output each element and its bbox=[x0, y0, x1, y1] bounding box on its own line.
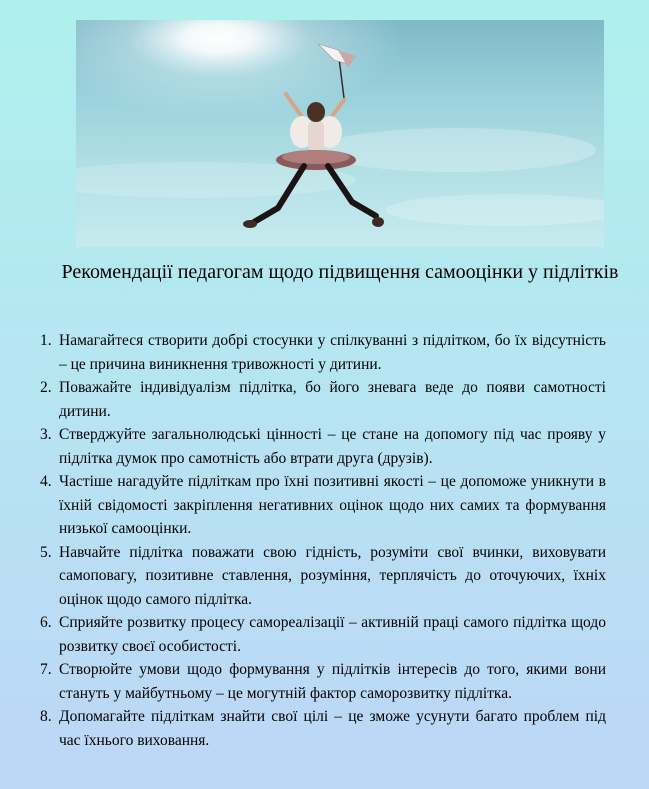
list-item-number: 6. bbox=[40, 614, 52, 631]
page-title: Рекомендації педагогам щодо підвищення самооцінки у підлітків bbox=[61, 261, 619, 283]
list-item bbox=[36, 658, 606, 705]
list-item-text: Допомагайте підліткам знайти свої цілі – це зможе усунути багато проблем під час їхнього виховання. bbox=[59, 708, 606, 749]
list-item-number: 5. bbox=[40, 543, 52, 561]
list-item-number: 4. bbox=[40, 473, 52, 490]
list-item bbox=[36, 541, 606, 612]
recommendations-list bbox=[36, 329, 606, 752]
list-item-number: 1. bbox=[40, 332, 52, 349]
list-item bbox=[36, 376, 606, 423]
list-item-number: 7. bbox=[40, 661, 52, 678]
list-item-text: Сприяйте розвитку процесу самореалізації – активній праці самого підлітка щодо розвитку своєї особистості. bbox=[59, 614, 606, 655]
list-item bbox=[36, 705, 606, 752]
list-item bbox=[36, 423, 606, 470]
list-item-number: 3. bbox=[40, 426, 52, 443]
list-item bbox=[36, 329, 606, 376]
list-item bbox=[36, 611, 606, 658]
list-item-number: 2. bbox=[40, 379, 52, 396]
list-item-text: Створюйте умови щодо формування у підлітків інтересів до того, якими вони стануть у майбутньому – це могутній фактор саморозвитку підлітка. bbox=[59, 661, 606, 702]
list-item-text: Частіше нагадуйте підліткам про їхні позитивні якості – це допоможе уникнути в їхній свідомості закріплення негативних оцінок щодо них самих та формування низької самооцінки. bbox=[59, 473, 606, 537]
header-photo-jumping-girl bbox=[76, 20, 604, 247]
list-item-number: 8. bbox=[40, 708, 52, 725]
list-item-text: Стверджуйте загальнолюдські цінності – це стане на допомогу під час прояву у підлітка думок про самотність або втрати друга (друзів). bbox=[59, 426, 606, 467]
list-item-text: Навчайте підлітка поважати свою гідність, розуміти свої вчинки, виховувати самоповагу, позитивне ставлення, розуміння, терплячість до оточуючих, їхніх оцінок щодо самого підлітка. bbox=[59, 543, 606, 608]
list-item-text: Намагайтеся створити добрі стосунки у спілкуванні з підлітком, бо їх відсутність – це причина виникнення тривожності у дитини. bbox=[59, 332, 606, 373]
list-item bbox=[36, 470, 606, 541]
list-item-text: Поважайте індивідуалізм підлітка, бо його зневага веде до появи самотності дитини. bbox=[59, 379, 606, 420]
